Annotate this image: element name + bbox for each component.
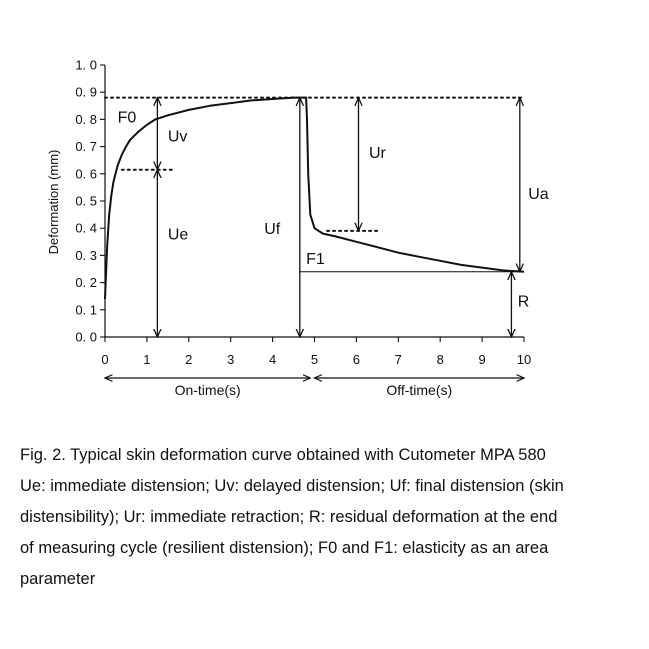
annotation-label-uf: Uf: [264, 221, 281, 239]
caption-line: distensibility); Ur: immediate retraction; R: residual deformation at the end: [20, 508, 558, 526]
y-axis-title: Deformation (mm): [46, 149, 61, 255]
x-tick-label: 0: [101, 352, 109, 367]
x-tick-label: 10: [516, 352, 532, 367]
y-tick-label: 0. 4: [75, 220, 97, 236]
y-tick-label: 0. 1: [75, 302, 97, 318]
x-tick-label: 6: [352, 352, 361, 367]
x-tick-label: 8: [436, 352, 444, 367]
annotation-label-f0: F0: [117, 109, 137, 127]
x-tick-label: 2: [185, 352, 193, 367]
y-tick-label: 0. 5: [75, 193, 97, 209]
time-range-label: Off-time(s): [386, 382, 453, 398]
annotation-label-r: R: [517, 293, 530, 311]
x-tick-label: 9: [478, 352, 486, 367]
y-tick-label: 0. 6: [75, 166, 97, 182]
y-tick-label: 0. 9: [75, 84, 97, 100]
caption-line: Ue: immediate distension; Uv: delayed distension; Uf: final distension (skin: [20, 477, 564, 495]
time-range-label: On-time(s): [174, 382, 241, 398]
annotation-label-ue: Ue: [167, 226, 189, 244]
annotation-label-ur: Ur: [368, 145, 386, 163]
y-tick-label: 1. 0: [75, 57, 97, 73]
annotation-label-f1: F1: [306, 251, 325, 269]
annotation-label-uv: Uv: [167, 128, 188, 146]
x-tick-label: 3: [227, 352, 235, 367]
y-tick-label: 0. 2: [75, 275, 97, 291]
figure-caption: [20, 440, 632, 595]
y-tick-label: 0. 3: [75, 247, 97, 263]
y-tick-label: 0. 7: [75, 139, 97, 155]
x-tick-label: 4: [268, 352, 277, 367]
x-tick-label: 1: [143, 352, 151, 367]
caption-line: parameter: [20, 570, 96, 588]
x-tick-label: 5: [310, 352, 319, 367]
caption-line: of measuring cycle (resilient distension); F0 and F1: elasticity as an area: [20, 539, 549, 557]
y-tick-label: 0. 0: [75, 329, 97, 345]
x-tick-label: 7: [394, 352, 402, 367]
caption-line: Fig. 2. Typical skin deformation curve obtained with Cutometer MPA 580: [20, 446, 546, 464]
y-tick-label: 0. 8: [75, 111, 97, 127]
annotation-label-ua: Ua: [528, 185, 549, 203]
